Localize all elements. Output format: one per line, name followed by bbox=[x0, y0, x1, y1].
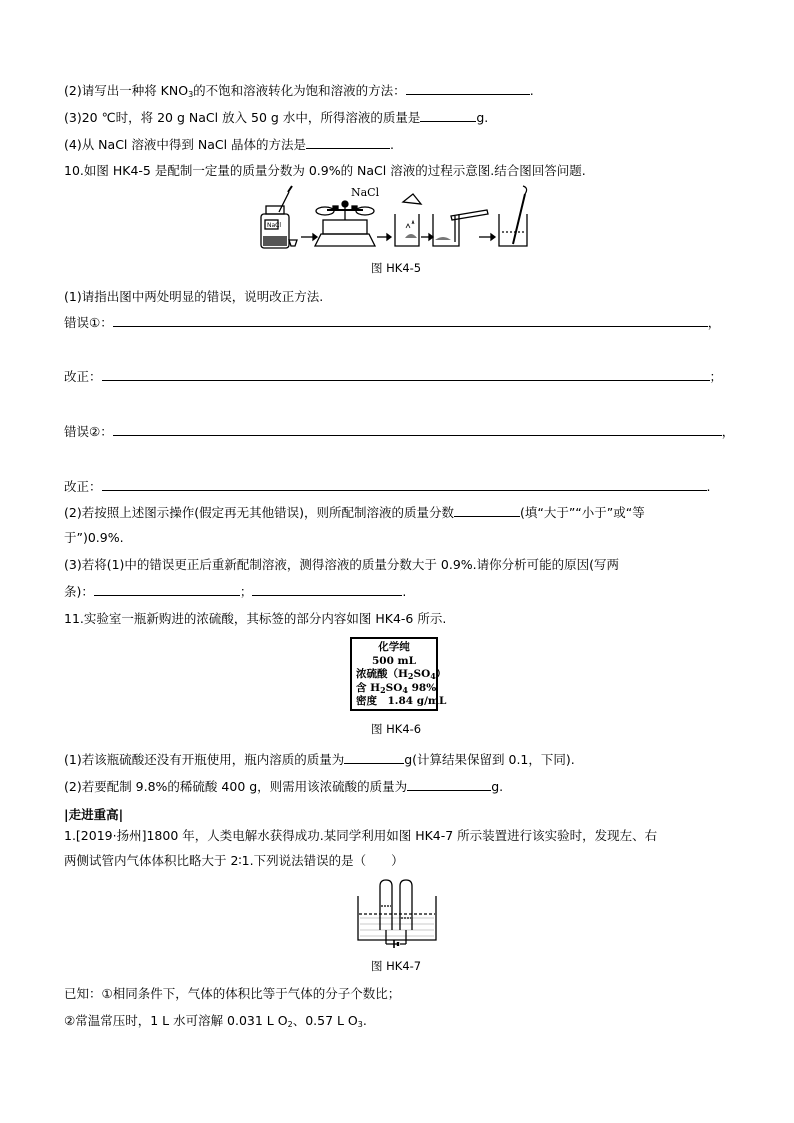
section-title: |走进重高| bbox=[64, 807, 124, 822]
fix1-label: 改正： bbox=[64, 369, 102, 384]
q11-part2-end: g. bbox=[491, 779, 504, 794]
q10-error1 bbox=[64, 314, 720, 331]
q10-fix1 bbox=[64, 368, 722, 385]
label-name: 浓硫酸$(H_2SO_4)$ bbox=[356, 668, 447, 681]
q10-part3-blank-a[interactable] bbox=[94, 583, 240, 596]
test-tube-right-icon bbox=[400, 880, 412, 930]
q9-part3-text: (3)20 ℃时，将 20 g NaCl 放入 50 g 水中，所得溶液的质量是 bbox=[64, 110, 421, 125]
q10-part2-blank[interactable] bbox=[454, 504, 520, 517]
fix2-label: 改正： bbox=[64, 479, 102, 494]
label-volume: 500 mL bbox=[371, 654, 417, 667]
q10-fix2 bbox=[64, 478, 711, 495]
beaker-weighing-icon bbox=[395, 194, 421, 246]
q10-part3-end: . bbox=[402, 584, 407, 599]
q11-stem: 11.实验室一瓶新购进的浓硫酸，其标签的部分内容如图 HK4-6 所示. bbox=[64, 611, 447, 626]
caption-hk4-7: 图 HK4-7 bbox=[371, 959, 422, 973]
acid-label bbox=[350, 637, 447, 711]
q1-line2: 两侧试管内气体体积比略大于 2∶1.下列说法错误的是（ ） bbox=[64, 853, 404, 868]
error1-blank[interactable] bbox=[113, 314, 708, 327]
known2-text: ②常温常压时，1 L 水可溶解 0.031 L O bbox=[64, 1013, 288, 1028]
q10-part3: (3)若将(1)中的错误更正后重新配制溶液，测得溶液的质量分数大于 0.9%.请你分析可能的原因(写两 bbox=[64, 557, 619, 572]
error2-end: ， bbox=[721, 424, 735, 439]
q1-known1: 已知：①相同条件下，气体的体积比等于气体的分子个数比； bbox=[64, 986, 401, 1001]
q9-part2-blank[interactable] bbox=[406, 82, 530, 95]
q10-stem: 10.如图 HK4-5 是配制一定量的质量分数为 0.9%的 NaCl 溶液的过程示意图.结合图回答问题. bbox=[64, 163, 586, 178]
q10-part3-blank-b[interactable] bbox=[252, 583, 402, 596]
q11-part2-text: (2)若要配制 9.8%的稀硫酸 400 g，则需用该浓硫酸的质量为 bbox=[64, 779, 408, 794]
q9-part4-blank[interactable] bbox=[306, 136, 390, 149]
label-purity: 含 $H_2SO_4$ 98% bbox=[356, 681, 437, 695]
label-density: 密度 1.84 g/mL bbox=[356, 695, 447, 707]
q10-part3-line2 bbox=[64, 583, 406, 600]
known2-end: . bbox=[362, 1013, 367, 1028]
fix1-blank[interactable] bbox=[102, 368, 710, 381]
q10-part3-mid: ； bbox=[239, 584, 253, 599]
error2-label: 错误②： bbox=[64, 424, 113, 439]
q10-part3-pre: 条)： bbox=[64, 584, 94, 599]
error1-end: ， bbox=[707, 315, 721, 330]
q9-part4 bbox=[64, 136, 394, 153]
q9-part2-end: . bbox=[529, 83, 534, 98]
fix2-end: . bbox=[706, 479, 711, 494]
stopper-icon bbox=[289, 240, 297, 246]
q11-part2-blank[interactable] bbox=[407, 778, 491, 791]
q9-part3-blank[interactable] bbox=[420, 109, 476, 122]
q9-part4-end: . bbox=[390, 137, 395, 152]
known2-sub-o2: 2 bbox=[287, 1020, 293, 1029]
beaker-stir-icon bbox=[499, 186, 527, 246]
caption-hk4-6: 图 HK4-6 bbox=[371, 722, 422, 736]
known2-sub-o3: 3 bbox=[357, 1020, 363, 1029]
q10-part2-line2: 于”)0.9%. bbox=[64, 530, 124, 545]
q10-error2 bbox=[64, 423, 734, 440]
caption-hk4-5: 图 HK4-5 bbox=[371, 261, 422, 275]
q11-part1-text-b: g(计算结果保留到 0.1，下同). bbox=[404, 752, 575, 767]
q1-known2 bbox=[64, 1013, 367, 1029]
q9-part3-end: g. bbox=[476, 110, 489, 125]
q9-part2-text-b: 的不饱和溶液转化为饱和溶液的方法： bbox=[193, 83, 406, 98]
q11-part1-blank[interactable] bbox=[344, 751, 404, 764]
q11-part1-text: (1)若该瓶硫酸还没有开瓶使用，瓶内溶质的质量为 bbox=[64, 752, 345, 767]
q9-part4-text: (4)从 NaCl 溶液中得到 NaCl 晶体的方法是 bbox=[64, 137, 307, 152]
fix1-end: ； bbox=[709, 369, 723, 384]
q9-part3 bbox=[64, 109, 488, 126]
error2-blank[interactable] bbox=[113, 423, 722, 436]
q9-part2 bbox=[64, 82, 534, 99]
known2-text-b: 、0.57 L O bbox=[292, 1013, 358, 1028]
bottle-label: NaCl bbox=[267, 222, 282, 229]
q9-part2-sub: 3 bbox=[188, 90, 194, 99]
q10-part1: (1)请指出图中两处明显的错误，说明改正方法. bbox=[64, 289, 324, 304]
q9-part2-text: (2)请写出一种将 KNO bbox=[64, 83, 189, 98]
figure-hk4-7 bbox=[356, 874, 438, 950]
figure-hk4-5 bbox=[255, 180, 545, 252]
label-grade: 化学纯 bbox=[378, 641, 410, 653]
q10-part2-text-b: (填“大于”“小于”或“等 bbox=[519, 505, 645, 520]
q1-line1: 1.[2019·扬州]1800 年，人类电解水获得成功.某同学利用如图 HK4-7 所示装置进行该实验时，发现左、右 bbox=[64, 828, 658, 843]
q11-part1 bbox=[64, 751, 575, 768]
error1-label: 错误①： bbox=[64, 315, 113, 330]
q10-part2-text: (2)若按照上述图示操作(假定再无其他错误)，则所配制溶液的质量分数 bbox=[64, 505, 454, 520]
q11-part2 bbox=[64, 778, 503, 795]
fix2-blank[interactable] bbox=[102, 478, 707, 491]
beaker-pour-icon bbox=[433, 210, 488, 246]
reagent-bottle-icon bbox=[261, 186, 292, 248]
test-tube-left-icon bbox=[380, 880, 392, 930]
balance-icon bbox=[315, 201, 375, 246]
nacl-label: NaCl bbox=[351, 186, 380, 199]
q10-part2 bbox=[64, 504, 645, 521]
